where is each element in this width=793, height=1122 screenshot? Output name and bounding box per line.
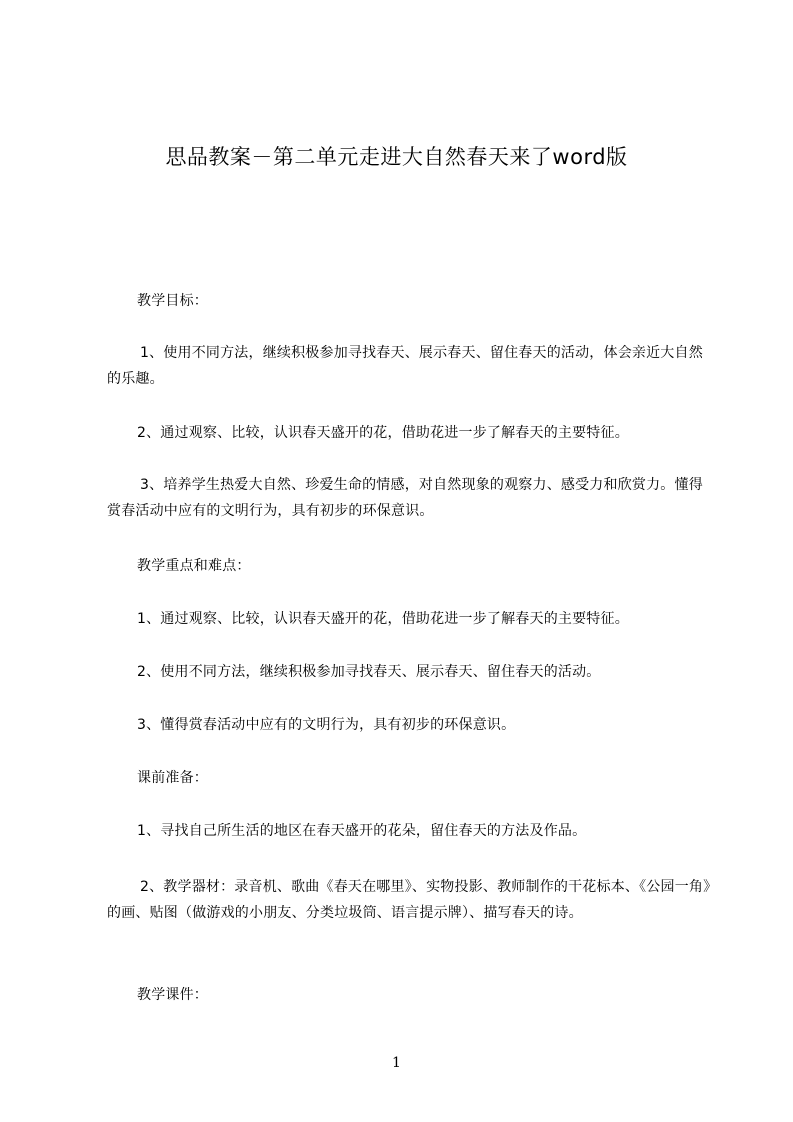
heading-key-points: 教学重点和难点：	[137, 558, 251, 574]
paragraph-key-3: 3、懂得赏春活动中应有的文明行为，具有初步的环保意识。	[137, 717, 516, 733]
paragraph-key-1: 1、通过观察、比较，认识春天盛开的花，借助花进一步了解春天的主要特征。	[137, 611, 629, 627]
document-title: 思品教案－第二单元走进大自然春天来了word版	[165, 145, 628, 169]
paragraph-goal-1: 1、使用不同方法，继续积极参加寻找春天、展示春天、留住春天的活动，体会亲近大自然的乐趣。	[107, 345, 703, 387]
paragraph-prep-2: 2、教学器材：录音机、歌曲《春天在哪里》、实物投影、教师制作的干花标本、《公园一角》的画、贴图（做游戏的小朋友、分类垃圾筒、语言提示牌）、描写春天的诗。	[107, 879, 711, 921]
page-number: 1	[392, 1055, 401, 1071]
heading-preparation: 课前准备：	[137, 770, 208, 786]
paragraph-goal-3: 3、培养学生热爱大自然、珍爱生命的情感，对自然现象的观察力、感受力和欣赏力。懂得赏春活动中应有的文明行为，具有初步的环保意识。	[107, 477, 703, 519]
heading-courseware: 教学课件：	[137, 987, 208, 1003]
paragraph-goal-2: 2、通过观察、比较，认识春天盛开的花，借助花进一步了解春天的主要特征。	[137, 425, 629, 441]
paragraph-prep-1: 1、寻找自己所生活的地区在春天盛开的花朵，留住春天的方法及作品。	[137, 823, 587, 839]
heading-teaching-goals: 教学目标：	[137, 293, 208, 309]
paragraph-key-2: 2、使用不同方法，继续积极参加寻找春天、展示春天、留住春天的活动。	[137, 664, 601, 680]
